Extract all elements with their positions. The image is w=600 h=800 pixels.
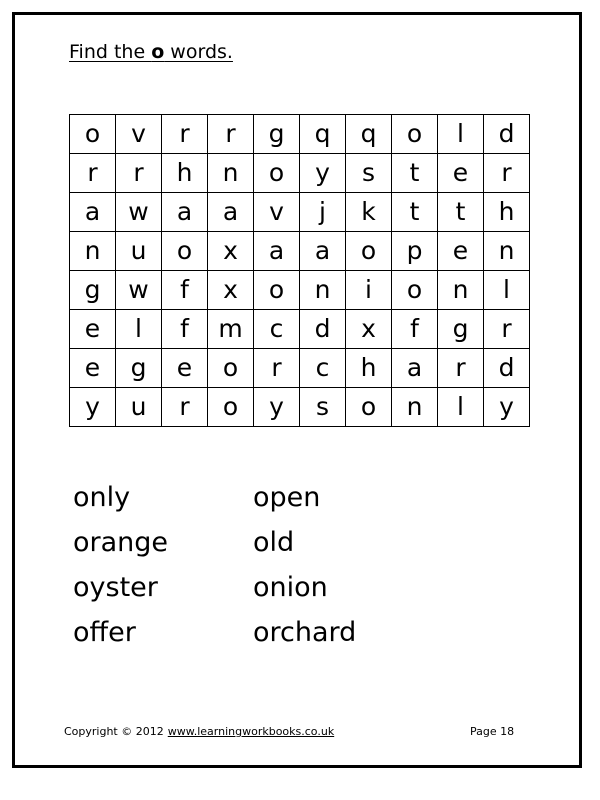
word-item: offer: [73, 617, 136, 648]
grid-cell: l: [484, 271, 530, 310]
grid-cell: y: [70, 388, 116, 427]
grid-cell: o: [208, 388, 254, 427]
grid-cell: j: [300, 193, 346, 232]
grid-cell: q: [300, 115, 346, 154]
grid-cell: p: [392, 232, 438, 271]
grid-cell: d: [484, 115, 530, 154]
page-number: Page 18: [470, 725, 515, 738]
grid-cell: o: [392, 115, 438, 154]
grid-cell: a: [300, 232, 346, 271]
copyright-text: Copyright © 2012: [64, 725, 164, 738]
grid-cell: y: [300, 154, 346, 193]
grid-cell: g: [116, 349, 162, 388]
grid-cell: x: [208, 271, 254, 310]
grid-row: [70, 271, 530, 310]
grid-cell: g: [70, 271, 116, 310]
grid-row: [70, 232, 530, 271]
grid-cell: t: [392, 154, 438, 193]
grid-cell: o: [392, 271, 438, 310]
word-item: open: [253, 482, 321, 513]
grid-cell: o: [254, 271, 300, 310]
grid-cell: h: [484, 193, 530, 232]
grid-cell: f: [162, 310, 208, 349]
word-item: only: [73, 482, 131, 513]
grid-cell: w: [116, 193, 162, 232]
grid-cell: r: [254, 349, 300, 388]
grid-cell: x: [208, 232, 254, 271]
grid-cell: o: [346, 388, 392, 427]
grid-cell: l: [116, 310, 162, 349]
grid-cell: w: [116, 271, 162, 310]
grid-cell: s: [300, 388, 346, 427]
grid-cell: g: [438, 310, 484, 349]
word-item: oyster: [73, 572, 158, 603]
grid-cell: y: [484, 388, 530, 427]
website-link[interactable]: www.learningworkbooks.co.uk: [167, 725, 335, 738]
grid-cell: f: [392, 310, 438, 349]
grid-cell: s: [346, 154, 392, 193]
grid-cell: a: [70, 193, 116, 232]
grid-cell: q: [346, 115, 392, 154]
grid-row: [70, 115, 530, 154]
grid-cell: r: [116, 154, 162, 193]
grid-cell: e: [162, 349, 208, 388]
grid-cell: o: [346, 232, 392, 271]
grid-cell: a: [208, 193, 254, 232]
word-item: onion: [253, 572, 328, 603]
grid-row: [70, 388, 530, 427]
grid-row: [70, 310, 530, 349]
grid-cell: m: [208, 310, 254, 349]
grid-cell: n: [484, 232, 530, 271]
grid-cell: r: [208, 115, 254, 154]
page-title: [69, 40, 233, 64]
grid-cell: r: [162, 388, 208, 427]
title-suffix: words.: [164, 41, 233, 63]
grid-cell: l: [438, 388, 484, 427]
page-footer: [64, 724, 524, 740]
grid-row: [70, 349, 530, 388]
grid-cell: e: [438, 154, 484, 193]
grid-cell: y: [254, 388, 300, 427]
grid-cell: o: [70, 115, 116, 154]
grid-cell: o: [208, 349, 254, 388]
grid-cell: r: [484, 310, 530, 349]
word-search-grid: [69, 114, 530, 427]
grid-cell: a: [162, 193, 208, 232]
grid-cell: d: [484, 349, 530, 388]
grid-cell: e: [438, 232, 484, 271]
grid-cell: n: [300, 271, 346, 310]
word-item: orchard: [253, 617, 357, 648]
grid-row: [70, 193, 530, 232]
grid-cell: e: [70, 349, 116, 388]
grid-cell: u: [116, 388, 162, 427]
grid-cell: f: [162, 271, 208, 310]
title-prefix: Find the: [69, 41, 152, 63]
grid-cell: c: [300, 349, 346, 388]
grid-row: [70, 154, 530, 193]
grid-cell: l: [438, 115, 484, 154]
word-item: orange: [73, 527, 169, 558]
grid-cell: n: [392, 388, 438, 427]
grid-cell: t: [438, 193, 484, 232]
grid-cell: n: [70, 232, 116, 271]
grid-cell: r: [162, 115, 208, 154]
grid-cell: v: [116, 115, 162, 154]
grid-cell: c: [254, 310, 300, 349]
grid-cell: o: [254, 154, 300, 193]
grid-cell: x: [346, 310, 392, 349]
grid-cell: g: [254, 115, 300, 154]
grid-cell: n: [438, 271, 484, 310]
grid-cell: a: [392, 349, 438, 388]
word-list: [73, 478, 493, 658]
title-letter: o: [151, 41, 165, 63]
grid-cell: h: [162, 154, 208, 193]
grid-cell: r: [484, 154, 530, 193]
grid-cell: i: [346, 271, 392, 310]
word-item: old: [253, 527, 295, 558]
grid-cell: o: [162, 232, 208, 271]
grid-cell: r: [70, 154, 116, 193]
grid-cell: t: [392, 193, 438, 232]
grid-cell: u: [116, 232, 162, 271]
grid-cell: k: [346, 193, 392, 232]
grid-cell: n: [208, 154, 254, 193]
grid-cell: h: [346, 349, 392, 388]
grid-cell: r: [438, 349, 484, 388]
grid-cell: e: [70, 310, 116, 349]
grid-cell: v: [254, 193, 300, 232]
grid-cell: a: [254, 232, 300, 271]
grid-cell: d: [300, 310, 346, 349]
